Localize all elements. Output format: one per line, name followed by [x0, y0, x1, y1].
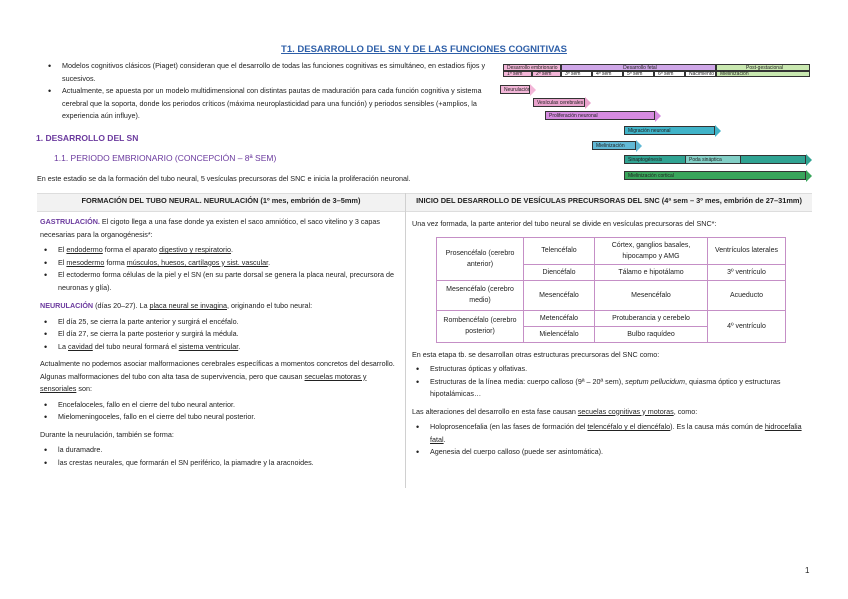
timeline-post-band: Post-gestacional	[716, 64, 810, 71]
vesiculas-table	[436, 237, 786, 343]
neurulacion-bullet: • El día 27, se cierra la parte posterior y surgirá la médula.	[40, 328, 396, 341]
right-intro: Una vez formada, la parte anterior del tubo neural se divide en vesículas precursoras del SNC*:	[412, 219, 717, 228]
table-cell: Mesencéfalo (cerebro medio)	[437, 280, 524, 310]
neurulacion-bullet: • El día 25, se cierra la parte anterior y surgirá el encéfalo.	[40, 316, 396, 329]
intro-bullet: • Actualmente, se apuesta por un modelo multidimensional con distintas pautas de maduración para cada función cognitiva y sistema cerebral que la soporta, donde los periodos críticos (máxima neuroplasticidad para una función) y periodos sensibles (+amplios, la experiencia aún influye).	[44, 85, 494, 123]
etapa-bullet: • Estructuras ópticas y olfativas.	[412, 363, 810, 376]
right-column	[412, 218, 810, 459]
page-number: 1	[805, 566, 810, 575]
gastrulacion-bullet: • El endodermo forma el aparato digestivo y respiratorio.	[40, 244, 396, 257]
timeline-embryo-band: Desarrollo embrionario	[503, 64, 561, 71]
timeline-week: Nacimiento	[685, 71, 716, 77]
durante-bullet: • la duramadre.	[40, 444, 396, 457]
timeline-week: 4ª sem	[592, 71, 623, 77]
table-cell: Mesencéfalo	[595, 280, 708, 310]
table-cell: 3º ventrículo	[708, 264, 786, 280]
malformacion-bullet: • Encefaloceles, fallo en el cierre del tubo neural anterior.	[40, 399, 396, 412]
timeline-week: 1ª sem	[503, 71, 532, 77]
timeline-bar-vesiculas: Vesículas cerebrales	[533, 98, 585, 107]
table-cell: Mesencéfalo	[524, 280, 595, 310]
timeline-diagram	[500, 60, 812, 182]
intro-section	[44, 60, 494, 123]
section-heading: 1. DESARROLLO DEL SN	[36, 133, 139, 143]
alteracion-bullet: • Holoprosencefalia (en las fases de formación del telencéfalo y el diencéfalo). Es la causa más común de hidrocefalia fatal.	[412, 421, 810, 446]
subsection-heading: 1.1. PERIODO EMBRIONARIO (CONCEPCIÓN – 8ª SEM)	[54, 153, 277, 163]
left-column	[40, 216, 396, 469]
table-cell: Metencéfalo	[524, 310, 595, 326]
alteracion-bullet: • Agenesia del cuerpo calloso (puede ser asintomática).	[412, 446, 810, 459]
timeline-week: 3ª sem	[561, 71, 592, 77]
section-intro: En este estadio se da la formación del tubo neural, 5 vesículas precursoras del SNC e inicia la proliferación neuronal.	[37, 174, 411, 183]
gastrulacion-para: GASTRULACIÓN. El cigoto llega a una fase donde ya existen el saco amniótico, el saco vitelino y 3 capas necesarias para la organogénesis*:	[40, 217, 380, 239]
table-cell: 4º ventrículo	[708, 310, 786, 342]
column-divider	[405, 193, 406, 488]
durante-bullet: • las crestas neurales, que formarán el SN periférico, la piamadre y la aracnoides.	[40, 457, 396, 470]
timeline-bar-proliferacion: Proliferación neuronal	[545, 111, 655, 120]
neurulacion-bullet: • La cavidad del tubo neural formará el sistema ventricular.	[40, 341, 396, 354]
table-cell: Mielencéfalo	[524, 326, 595, 342]
right-column-header: INICIO DEL DESARROLLO DE VESÍCULAS PRECURSORAS DEL SNC (4ª sem – 3º mes, embrión de 27–31mm)	[416, 196, 802, 205]
timeline-bar-neurulacion: Neurulación	[500, 85, 530, 94]
table-cell: Bulbo raquídeo	[595, 326, 708, 342]
gastrulacion-bullet: • El ectodermo forma células de la piel y el SN (en su parte dorsal se genera la placa neural, precursora de neuronas y glía).	[40, 269, 396, 294]
neurulacion-para: NEURULACIÓN (días 20–27). La placa neural se invagina, originando el tubo neural:	[40, 301, 313, 310]
etapa-bullet: • Estructuras de la línea media: cuerpo calloso (9ª – 20ª sem), septum pellucidum, quiasma óptico y estructuras hipotalámicas…	[412, 376, 810, 401]
left-column-header: FORMACIÓN DEL TUBO NEURAL. NEURULACIÓN (1º mes, embrión de 3–5mm)	[81, 196, 361, 205]
malformaciones-para: Actualmente no podemos asociar malformaciones cerebrales específicas a momentos concretos del desarrollo. Algunas malformaciones del tubo con alta tasa de supervivencia, pero que causan secuelas motoras y sensoriales son:	[40, 359, 395, 393]
timeline-fetal-band: Desarrollo fetal	[561, 64, 716, 71]
timeline-week: 6ª sem	[654, 71, 685, 77]
table-cell: Prosencéfalo (cerebro anterior)	[437, 237, 524, 280]
table-cell: Córtex, ganglios basales, hipocampo y AMG	[595, 237, 708, 264]
timeline-bar-mielinizacion-cortical: Mielinización cortical	[624, 171, 806, 180]
table-cell: Protuberancia y cerebelo	[595, 310, 708, 326]
gastrulacion-bullet: • El mesodermo forma músculos, huesos, cartílagos y sist. vascular.	[40, 257, 396, 270]
intro-bullet: • Modelos cognitivos clásicos (Piaget) consideran que el desarrollo de todas las funciones cognitivas es simultáneo, en estadios fijos y sucesivos.	[44, 60, 494, 85]
table-cell: Rombencéfalo (cerebro posterior)	[437, 310, 524, 342]
timeline-week: 2ª sem	[532, 71, 561, 77]
table-cell: Diencéfalo	[524, 264, 595, 280]
timeline-bar-mielinizacion: Mielinización	[592, 141, 636, 150]
timeline-week: Mielinización	[716, 71, 810, 77]
table-cell: Acueducto	[708, 280, 786, 310]
timeline-bar-poda: Poda sináptica	[685, 155, 741, 164]
table-cell: Telencéfalo	[524, 237, 595, 264]
timeline-bar-sinaptogenesis: Sinaptogénesis	[624, 155, 806, 164]
table-cell: Ventrículos laterales	[708, 237, 786, 264]
etapa-para: En esta etapa tb. se desarrollan otras estructuras precursoras del SNC como:	[412, 349, 660, 359]
table-cell: Tálamo e hipotálamo	[595, 264, 708, 280]
page-title: T1. DESARROLLO DEL SN Y DE LAS FUNCIONES COGNITIVAS	[281, 44, 567, 55]
durante-para: Durante la neurulación, también se forma:	[40, 429, 174, 439]
timeline-week: 5ª sem	[623, 71, 654, 77]
timeline-bar-migracion: Migración neuronal	[624, 126, 715, 135]
alteraciones-para: Las alteraciones del desarrollo en esta fase causan secuelas cognitivas y motoras, como:	[412, 406, 698, 416]
malformacion-bullet: • Mielomeningoceles, fallo en el cierre del tubo neural posterior.	[40, 411, 396, 424]
